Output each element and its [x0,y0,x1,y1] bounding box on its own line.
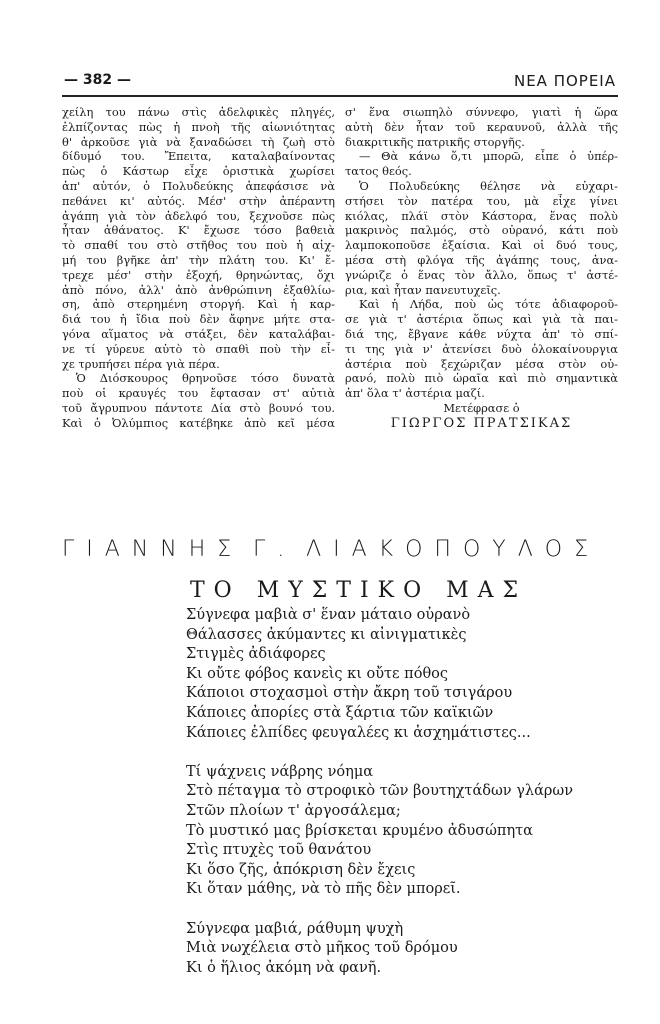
text-line: διά της, ἔβγανε κάθε νύχτα ἀπ' τὸ σπί- [345,326,618,341]
translator-name: ΓΙΩΡΓΟΣ ΠΡΑΤΣΙΚΑΣ [390,416,573,431]
poem-line: Τὸ μυστικό μας βρίσκεται κρυμένο ἀδυσώπητα [186,822,533,839]
text-line: μέσα στὴ φλόγα τῆς ἀγάπης τους, ἀνα- [345,252,618,267]
journal-title: ΝΕΑ ΠΟΡΕΙΑ [513,72,616,90]
poem-line: Τί ψάχνεις νάβρης νόημα [186,763,374,780]
text-line: σε γιὰ τ' ἀστέρια ὅπως καὶ γιὰ τὰ παι- [345,312,618,327]
text-line: διακριτικῆς πατρικῆς στοργῆς. [345,134,525,149]
text-line: γνώριζε ὁ ἕνας τὸν ἄλλο, ὅπως τ' ἀστέ- [345,267,618,282]
text-line: τὸ σπαθί του στὸ στῆθος του ποὺ ἡ αἰχ- [62,238,335,253]
author-surname: ΛΙΑΚΟΠΟΥΛΟΣ [306,537,600,562]
text-line: τοῦ ἄγρυπνου πάντοτε Δία στὸ βουνό του. [62,400,335,415]
text-line: αὐτὴ δὲν ἦταν τοῦ κεραυνοῦ, ἀλλὰ τῆς [345,119,618,134]
text-line: θ' ἀρκοῦσε γιὰ νὰ ξαναδώσει τὴ ζωὴ στὸ [62,134,335,149]
poem-line: Θάλασσες ἀκύμαντες κι αἰνιγματικὲς [186,626,467,643]
text-line: μή του βγῆκε ἀπ' τὴν πλάτη του. Κι' ἔ- [62,252,335,267]
text-line: ποὺ οἱ κραυγές του ἔφτασαν στ' αὐτιὰ [62,386,335,401]
text-line: νε τί γύρευε αὐτὸ τὸ σπαθὶ ποὺ τὴν εἶ- [62,341,335,356]
text-line: ἀπ' ὅλα τ' ἀστέρια μαζί. [345,386,485,401]
text-line: Καὶ ὁ Ὀλύμπιος κατέβηκε ἀπὸ κεῖ μέσα [62,415,335,430]
text-line: — Θὰ κάνω ὅ,τι μπορῶ, εἶπε ὁ ὑπέρ- [359,149,618,164]
poem-stanza [186,606,573,743]
text-line: δίδυμό του. Ἔπειτα, καταλαβαίνοντας [62,149,335,164]
text-line: πεθάνει κι' αὐτός. Μέσ' στὴν ἀπέραντη [62,193,335,208]
text-line: πὼς ὁ Κάστωρ εἶχε ὁριστικὰ χωρίσει [62,164,335,179]
translator-label: Μετέφρασε ὁ [443,400,520,415]
text-line: ἐλπίζοντας πὼς ἡ πνοὴ τῆς αἰωνιότητας [62,119,335,134]
text-line: ἀπ' αὐτόν, ὁ Πολυδεύκης ἀπεφάσισε νὰ [62,178,335,193]
text-line: τι της γιὰ ν' ἀτενίσει δυὸ ὁλοκαίνουργια [345,341,618,356]
poem-line: Σύγνεφα μαβιὰ σ' ἕναν μάταιο οὐρανὸ [186,607,471,623]
poem-line: Κάποιοι στοχασμοὶ στὴν ἄκρη τοῦ τσιγάρου [186,685,513,702]
text-line: Καὶ ἡ Λήδα, ποὺ ὡς τότε ἀδιαφοροῦ- [359,297,618,312]
text-line: κιόλας, πλάϊ στὸν Κάστορα, ἕνας πολὺ [345,208,618,223]
text-line: χείλη του πάνω στὶς ἀδελφικὲς πληγές, [62,105,335,119]
text-line: μακρινὸς παλμός, στὸ οὐρανό, κάτι ποὺ [345,223,618,238]
text-line: γόνα αἵματος νὰ στάξει, δὲν καταλάβαι- [62,326,335,341]
text-line: ἀπὸ πόνο, ἀλλ' ἀπὸ ἀνθρώπινη ἐξαθλίω- [62,282,335,297]
poem-line: Κι ὁ ἥλιος ἀκόμη νὰ φανῆ. [186,959,382,976]
poem-line: Κι ὅσο ζῆς, ἀπόκριση δὲν ἔχεις [186,861,416,878]
header-rule [62,95,618,97]
poem-line: Στῶν πλοίων τ' ἀργοσάλεμα; [186,802,401,819]
text-line: ἦταν ἀθάνατος. Κ' ἔχωσε τόσο βαθειὰ [62,223,335,238]
poem-line: Κι οὔτε φόβος κανεὶς κι οὔτε πόθος [186,665,449,682]
poem-line: Στιγμὲς ἀδιάφορες [186,646,326,663]
poem-line: Κάποιες ἀπορίες στὰ ξάρτια τῶν καϊκιῶν [186,704,494,721]
author-initial: Γ. [253,537,297,562]
text-line: χε τρυπήσει πέρα γιὰ πέρα. [62,356,220,371]
text-line: λαμποκοποῦσε ἐξαίσια. Καὶ οἱ δυό τους, [345,238,618,253]
text-line: ση, ἀπὸ στερημένη στοργή. Καὶ ἡ καρ- [62,297,335,312]
article-right-column [345,105,618,432]
author-first-name: ΓΙΑΝΝΗΣ [62,537,244,562]
text-line: σ' ἕνα σιωπηλὸ σύννεφο, γιατὶ ἡ ὥρα [345,105,618,119]
text-line: τατος θεός. [345,164,412,179]
poem-line: Μιὰ νωχέλεια στὸ μῆκος τοῦ δρόμου [186,940,458,957]
text-line: ἀγάπη γιὰ τὸν ἀδελφό του, ξεχνοῦσε πὼς [62,208,335,223]
poem-author [62,537,600,562]
text-line: Ὁ Διόσκουρος θρηνοῦσε τόσο δυνατὰ [76,371,335,386]
poem-stanza [186,763,573,900]
text-line: τρεχε μέσ' στὴν ἐξοχή, θρηνώντας, ὄχι [62,267,335,282]
poem-body [186,606,573,998]
poem-stanza [186,920,573,979]
text-line: ρανό, πολὺ πιὸ ὡραῖα καὶ πιὸ σημαντικὰ [345,371,618,386]
text-line: διά του ἡ ἴδια ποὺ δὲν ἄφηνε μήτε στα- [62,312,335,327]
page-number: — 382 — [64,72,131,88]
poem-line: Κάποιες ἐλπίδες φευγαλέες κι ἀσχημάτιστες... [186,724,531,741]
poem-title: ΤΟ ΜΥΣΤΙΚΟ ΜΑΣ [190,578,528,603]
text-line: Ὁ Πολυδεύκης θέλησε νὰ εὐχαρι- [359,178,618,193]
poem-line: Σύγνεφα μαβιά, ράθυμη ψυχὴ [186,920,404,937]
text-line: στήσει τὸν πατέρα του, μὰ εἶχε γίνει [345,193,618,208]
poem-line: Στὸ πέταγμα τὸ στροφικὸ τῶν βουτηχτάδων γλάρων [186,783,574,800]
poem-line: Κι ὅταν μάθης, νὰ τὸ πῆς δὲν μπορεῖ. [186,881,461,898]
text-line: ἀστέρια ποὺ ξεχώριζαν μέσα στὸν οὐ- [345,356,618,371]
text-line: ρια, καὶ ἦταν πανευτυχεῖς. [345,282,501,297]
poem-line: Στὶς πτυχὲς τοῦ θανάτου [186,842,372,859]
article-left-column [62,105,335,431]
